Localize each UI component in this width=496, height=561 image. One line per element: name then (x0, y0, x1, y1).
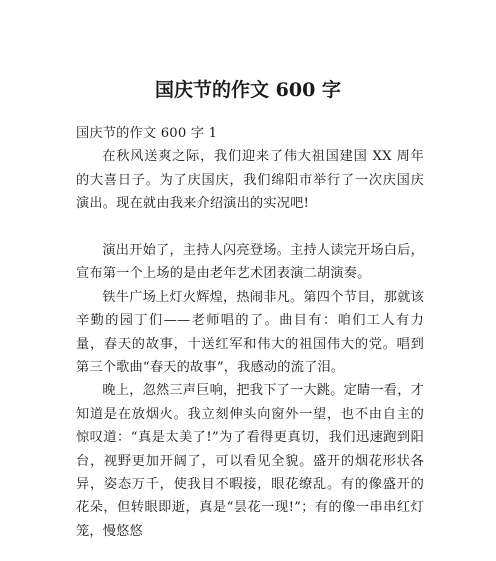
section-heading: 国庆节的作文 600 字 1 (76, 126, 218, 141)
paragraph-4: 晚上，忽然三声巨响，把我下了一大跳。定睛一看，才知道是在放烟火。我立刻伸头向窗外一望，也不由自主的惊叹道：“真是太美了!”为了看得更真切，我们迅速跑到阳台，视野更加开阔了，可以看见全貌。盛开的烟花形状各异，姿态万千，使我目不暇接，眼花缭乱。有的像盛开的花朵，但转眼即逝，真是“昙花一现!”；有的像一串串红灯笼，慢悠悠 (76, 383, 424, 539)
document-title: 国庆节的作文 600 字 (155, 79, 341, 101)
document-body (76, 122, 424, 543)
paragraph-2: 演出开始了，主持人闪亮登场。主持人读完开场白后，宣布第一个上场的是由老年艺术团表演二胡演奏。 (76, 243, 424, 282)
paragraph-3: 铁牛广场上灯火辉煌，热闹非凡。第四个节目，那就该辛勤的园丁们——老师唱的了。曲目有：咱们工人有力量，春天的故事，十送红军和伟大的祖国伟大的党。唱到第三个歌曲“春天的故事”，我感动的流了泪。 (76, 289, 424, 376)
paragraph-1: 在秋风送爽之际，我们迎来了伟大祖国建国 XX 周年的大喜日子。为了庆国庆，我们绵阳市举行了一次庆国庆演出。现在就由我来介绍演出的实况吧! (76, 149, 424, 212)
paragraph-gap (76, 216, 424, 239)
